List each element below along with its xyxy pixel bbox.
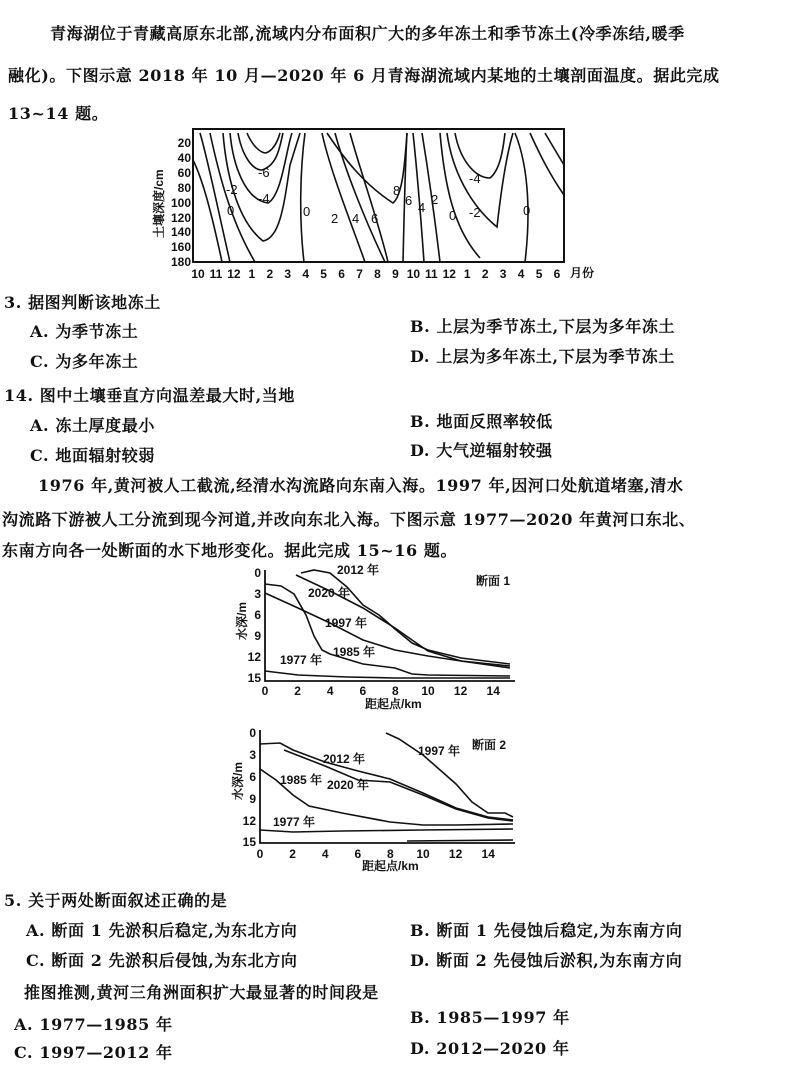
x-tick-label: 6 [354, 847, 362, 861]
contour-label: 8 [393, 183, 401, 198]
y-tick-label: 180 [170, 255, 191, 269]
month-tick-label: 11 [425, 267, 438, 281]
y-axis-label: 土壤深度/cm [152, 169, 166, 238]
contour-label: 0 [227, 203, 235, 218]
month-tick-label: 1 [248, 267, 256, 281]
x-tick-label: 4 [321, 847, 329, 861]
x-tick-label: 12 [453, 684, 468, 698]
q16-option-d[interactable]: D. 2012—2020 年 [410, 1039, 570, 1058]
q15-stem: 5. 关于两处断面叙述正确的是 [4, 891, 228, 910]
month-tick-label: 4 [517, 267, 525, 281]
q15-option-b[interactable]: B. 断面 1 先侵蚀后稳定,为东南方向 [410, 921, 683, 940]
q15-option-c[interactable]: C. 断面 2 先淤积后侵蚀,为东北方向 [26, 951, 298, 970]
q13-option-d[interactable]: D. 上层为多年冻土,下层为季节冻土 [410, 347, 675, 366]
y-tick-label: 12 [247, 650, 261, 664]
y-tick-label: 15 [247, 671, 261, 685]
y-tick-label: 12 [242, 814, 256, 828]
y-tick-label: 40 [177, 151, 191, 165]
x-tick-label: 4 [326, 684, 334, 698]
month-tick-label: 7 [356, 267, 363, 281]
x-axis-label: 距起点/km [365, 697, 422, 711]
contour-label: 2 [431, 192, 439, 207]
intro2-line-3: 东南方向各一处断面的水下地形变化。据此完成 15~16 题。 [2, 541, 458, 560]
month-axis-ticks [191, 267, 560, 281]
contour-labels [226, 165, 530, 226]
y-tick-label: 120 [170, 211, 191, 225]
y-tick-label: 9 [254, 629, 261, 643]
month-tick-label: 6 [553, 267, 561, 281]
contour-label: 0 [449, 208, 457, 223]
soil-temperature-figure [151, 129, 594, 281]
month-tick-label: 5 [320, 267, 327, 281]
q14-option-b[interactable]: B. 地面反照率较低 [410, 412, 553, 431]
contour-label: 4 [418, 200, 426, 215]
q16-stem: 推图推测,黄河三角洲面积扩大最显著的时间段是 [24, 983, 379, 1002]
x-tick-label: 0 [261, 684, 269, 698]
q13-option-c[interactable]: C. 为多年冻土 [30, 352, 139, 371]
contour-label: -6 [258, 165, 270, 180]
y-tick-label: 160 [170, 240, 191, 254]
curve-bottom [407, 840, 513, 841]
contour-label: 2 [331, 211, 339, 226]
y-axis-label: 水深/m [231, 761, 245, 800]
x-tick-label: 10 [421, 684, 435, 698]
intro2-line-1: 1976 年,黄河被人工截流,经清水沟流路向东南入海。1997 年,因河口处航道堵塞,清水 [38, 476, 684, 495]
month-tick-label: 10 [406, 267, 421, 281]
section-1-figure [234, 562, 515, 711]
x-axis-ticks [262, 684, 501, 698]
y-tick-label: 6 [249, 770, 256, 784]
series-label: 1997 年 [325, 616, 368, 630]
q16-option-b[interactable]: B. 1985—1997 年 [410, 1008, 570, 1027]
q15-option-d[interactable]: D. 断面 2 先侵蚀后淤积,为东南方向 [410, 951, 683, 970]
y-tick-label: 140 [170, 225, 191, 239]
month-tick-label: 8 [374, 267, 381, 281]
intro2-line-2: 沟流路下游被人工分流到现今河道,并改向东北入海。下图示意 1977—2020 年黄河口东北、 [2, 510, 696, 529]
x-axis-label: 距起点/km [362, 859, 419, 873]
x-tick-label: 14 [486, 684, 500, 698]
contour-label: -4 [469, 171, 481, 186]
intro1-line-3: 13~14 题。 [8, 104, 109, 123]
y-tick-label: 6 [254, 608, 261, 622]
y-tick-label: 9 [249, 792, 256, 806]
series-label: 1985 年 [280, 773, 323, 787]
contour-label: -2 [226, 182, 238, 197]
contour-label: 4 [352, 211, 360, 226]
series-label: 2012 年 [323, 752, 366, 766]
y-tick-label: 3 [249, 748, 256, 762]
q16-option-c[interactable]: C. 1997—2012 年 [14, 1043, 173, 1062]
x-tick-label: 2 [289, 847, 296, 861]
q14-option-a[interactable]: A. 冻土厚度最小 [30, 416, 155, 435]
x-tick-label: 14 [481, 847, 495, 861]
y-axis-label: 水深/m [235, 601, 249, 640]
x-tick-label: 6 [359, 684, 367, 698]
month-tick-label: 2 [481, 267, 489, 281]
series-label: 1997 年 [418, 744, 461, 758]
contour-label: 6 [371, 211, 379, 226]
month-tick-label: 5 [535, 267, 543, 281]
month-tick-label: 11 [209, 267, 223, 281]
q13-option-a[interactable]: A. 为季节冻土 [30, 322, 139, 341]
month-tick-label: 9 [392, 267, 399, 281]
y-tick-label: 3 [254, 587, 261, 601]
contour-label: -4 [258, 191, 270, 206]
series-label: 1977 年 [273, 815, 316, 829]
panel-title: 断面 2 [472, 738, 507, 752]
month-tick-label: 3 [284, 267, 292, 281]
q16-option-a[interactable]: A. 1977—1985 年 [14, 1015, 173, 1034]
series-label: 2012 年 [337, 563, 380, 577]
contour-label: 6 [405, 193, 413, 208]
series-label: 1985 年 [333, 645, 376, 659]
month-tick-label: 12 [227, 267, 241, 281]
section-2-figure [230, 726, 515, 873]
curve-1977 [260, 829, 513, 832]
month-tick-label: 4 [302, 267, 310, 281]
month-tick-label: 2 [266, 267, 274, 281]
panel-title: 断面 1 [476, 574, 511, 588]
y-tick-label: 100 [170, 196, 191, 210]
series-label: 2020 年 [308, 586, 351, 600]
x-axis-unit: 月份 [570, 266, 595, 280]
y-tick-label: 20 [177, 136, 191, 150]
series-label: 1977 年 [280, 653, 323, 667]
month-tick-label: 1 [463, 267, 471, 281]
x-tick-label: 2 [294, 684, 301, 698]
q13-stem: 3. 据图判断该地冻土 [4, 293, 161, 312]
series-label: 2020 年 [327, 778, 370, 792]
q14-option-d[interactable]: D. 大气逆辐射较强 [410, 441, 553, 460]
q14-stem: 14. 图中土壤垂直方向温差最大时,当地 [4, 386, 295, 405]
y-tick-label: 80 [177, 181, 191, 195]
month-tick-label: 3 [499, 267, 507, 281]
q15-option-a[interactable]: A. 断面 1 先淤积后稳定,为东北方向 [26, 921, 298, 940]
y-tick-label: 60 [177, 166, 191, 180]
intro1-line-2: 融化)。下图示意 2018 年 10 月—2020 年 6 月青海湖流域内某地的土壤剖面温度。据此完成 [8, 66, 720, 85]
x-tick-label: 0 [256, 847, 264, 861]
contour-label: 0 [523, 203, 531, 218]
y-tick-label: 0 [254, 566, 261, 580]
month-tick-label: 12 [442, 267, 456, 281]
y-tick-label: 15 [242, 835, 256, 849]
curve-1977 [265, 671, 510, 678]
depth-axis-ticks [171, 136, 191, 269]
y-tick-label: 0 [249, 726, 256, 740]
x-tick-label: 8 [392, 684, 399, 698]
x-tick-label: 8 [387, 847, 394, 861]
contour-lines [193, 133, 564, 262]
q13-option-b[interactable]: B. 上层为季节冻土,下层为多年冻土 [410, 317, 676, 336]
q14-option-c[interactable]: C. 地面辐射较弱 [30, 446, 155, 465]
contour-label: 0 [303, 204, 311, 219]
x-tick-label: 10 [416, 847, 430, 861]
x-tick-label: 12 [448, 847, 463, 861]
month-tick-label: 10 [191, 267, 205, 281]
intro1-line-1: 青海湖位于青藏高原东北部,流域内分布面积广大的多年冻土和季节冻土(冷季冻结,暖季 [50, 24, 685, 43]
contour-label: -2 [469, 205, 481, 220]
month-tick-label: 6 [338, 267, 345, 281]
